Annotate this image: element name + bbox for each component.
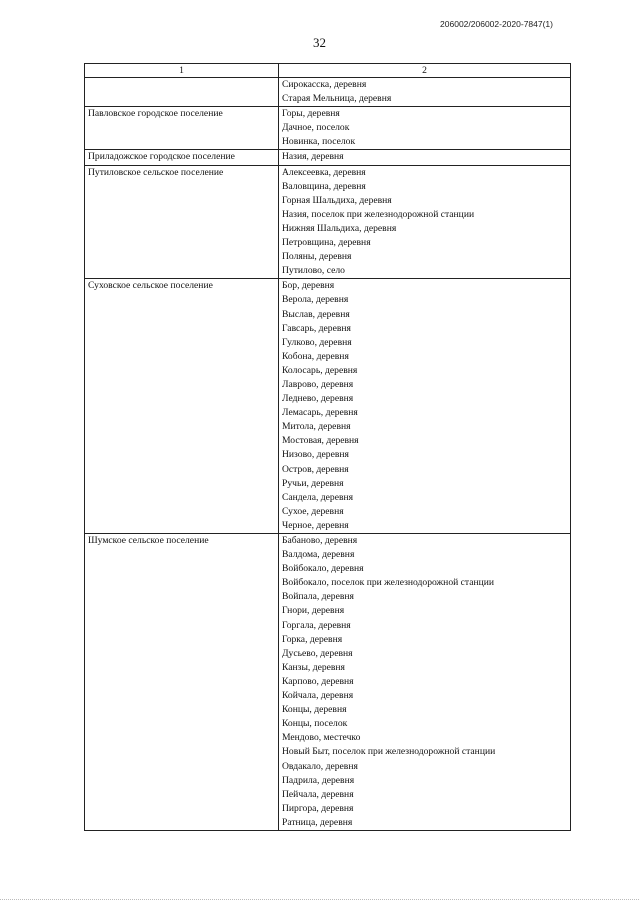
village-item: Валдома, деревня	[282, 549, 355, 561]
village-item: Пиргора, деревня	[282, 802, 354, 814]
village-item: Гавсарь, деревня	[282, 322, 351, 334]
village-item: Сухое, деревня	[282, 505, 344, 517]
village-item: Остров, деревня	[282, 463, 349, 475]
villages-cell	[279, 107, 571, 150]
table-row	[85, 150, 571, 165]
village-item: Выслав, деревня	[282, 308, 350, 320]
table-body	[85, 78, 571, 831]
villages-cell	[279, 534, 571, 831]
settlement-cell: Павловское городское поселение	[85, 107, 279, 150]
village-item: Поляны, деревня	[282, 251, 352, 263]
village-item: Падрила, деревня	[282, 774, 355, 786]
village-item: Черное, деревня	[282, 519, 349, 531]
villages-cell	[279, 279, 571, 534]
table-header-row	[85, 64, 571, 78]
villages-cell	[279, 78, 571, 107]
village-item: Путилово, село	[282, 265, 345, 277]
settlements-table	[84, 63, 571, 831]
settlement-cell: Приладожское городское поселение	[85, 150, 279, 165]
village-item: Алексеевка, деревня	[282, 166, 366, 178]
village-item: Ратница, деревня	[282, 816, 353, 828]
settlement-cell: Суховское сельское поселение	[85, 279, 279, 534]
village-item: Лемасарь, деревня	[282, 407, 358, 419]
table-row	[85, 165, 571, 279]
villages-cell	[279, 150, 571, 165]
village-item: Горная Шальдиха, деревня	[282, 194, 392, 206]
village-item: Ручьи, деревня	[282, 477, 344, 489]
village-item: Войбокало, деревня	[282, 563, 364, 575]
village-item: Горка, деревня	[282, 633, 343, 645]
page-number: 32	[313, 35, 326, 50]
column-header: 2	[279, 64, 571, 78]
village-item: Нижняя Шальдиха, деревня	[282, 222, 397, 234]
table-row	[85, 107, 571, 150]
village-item: Лаврово, деревня	[282, 378, 354, 390]
settlement-cell: Путиловское сельское поселение	[85, 165, 279, 279]
page-bottom-edge	[0, 899, 639, 900]
village-item: Бор, деревня	[282, 280, 335, 292]
settlement-cell: Шумское сельское поселение	[85, 534, 279, 831]
village-item: Сандела, деревня	[282, 491, 354, 503]
village-item: Овдакало, деревня	[282, 760, 358, 772]
village-item: Петровщина, деревня	[282, 237, 371, 249]
village-item: Валовщина, деревня	[282, 180, 366, 192]
village-item: Дачное, поселок	[282, 122, 350, 134]
village-item: Верола, деревня	[282, 294, 349, 306]
village-item: Новинка, поселок	[282, 136, 356, 148]
column-header: 1	[85, 64, 279, 78]
settlement-cell	[85, 78, 279, 107]
village-item: Сирокасска, деревня	[282, 79, 367, 90]
village-item: Низово, деревня	[282, 449, 349, 461]
village-item: Колосарь, деревня	[282, 364, 358, 376]
village-item: Митола, деревня	[282, 421, 351, 433]
village-item: Назия, поселок при железнодорожной станции	[282, 208, 475, 220]
table-row	[85, 534, 571, 831]
village-item: Леднево, деревня	[282, 393, 354, 405]
village-item: Бабаново, деревня	[282, 535, 358, 546]
village-item: Гулково, деревня	[282, 336, 352, 348]
village-item: Концы, деревня	[282, 704, 347, 716]
village-item: Новый Быт, поселок при железнодорожной станции	[282, 746, 496, 758]
village-item: Пейчала, деревня	[282, 788, 354, 800]
village-item: Старая Мельница, деревня	[282, 93, 392, 105]
village-item: Карпово, деревня	[282, 675, 354, 687]
village-item: Мендово, местечко	[282, 732, 361, 744]
village-item: Мостовая, деревня	[282, 435, 359, 447]
village-item: Канзы, деревня	[282, 661, 345, 673]
village-item: Горгала, деревня	[282, 619, 351, 631]
village-item: Кобона, деревня	[282, 350, 349, 362]
village-item: Койчала, деревня	[282, 690, 354, 702]
village-item: Назия, деревня	[282, 151, 344, 163]
table-row	[85, 78, 571, 107]
table-row	[85, 279, 571, 534]
village-item: Гнори, деревня	[282, 605, 345, 617]
village-item: Войбокало, поселок при железнодорожной станции	[282, 577, 495, 589]
village-item: Войпала, деревня	[282, 591, 354, 603]
village-item: Концы, поселок	[282, 718, 348, 730]
village-item: Горы, деревня	[282, 108, 340, 120]
villages-cell	[279, 165, 571, 279]
village-item: Дусьево, деревня	[282, 647, 353, 659]
document-code: 206002/206002-2020-7847(1)	[440, 19, 553, 29]
